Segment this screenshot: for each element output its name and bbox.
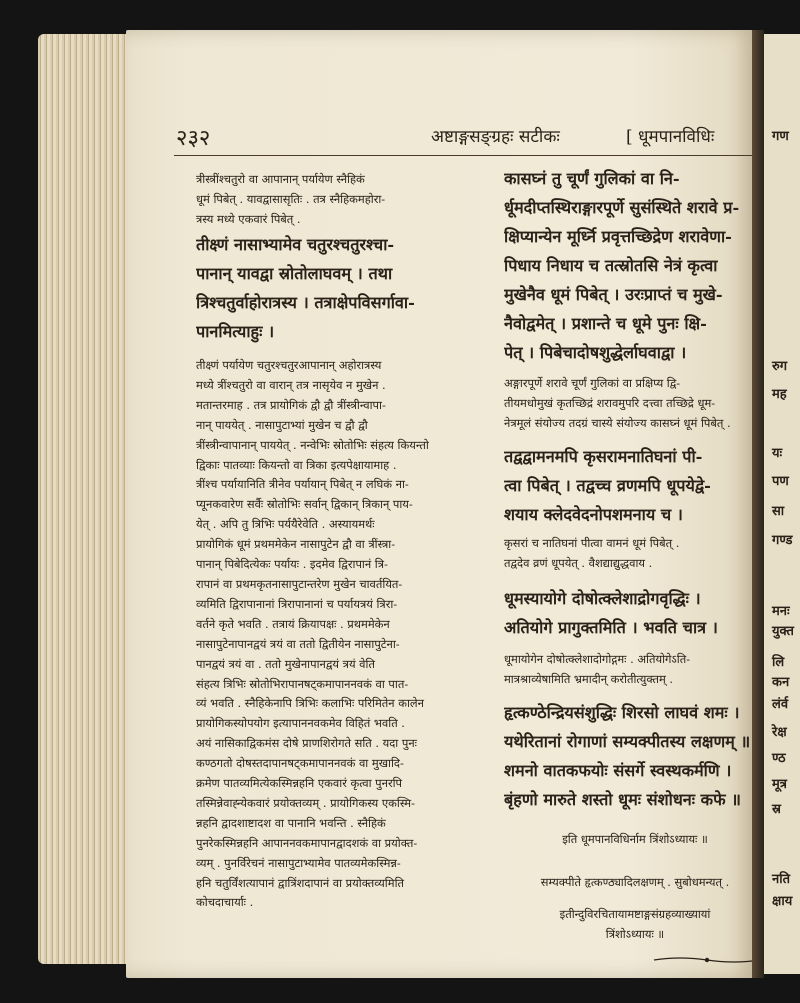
next-page-fragment: स्र (772, 802, 781, 817)
text-line: नैवोद्वमेत् । प्रशान्ते च धूमे पुनः क्षि- (504, 314, 707, 333)
text-line: इति धूमपानविधिर्नाम त्रिंशोऽध्यायः ॥ (562, 832, 708, 846)
text-line: तस्मिन्नेवाह्न्येकवारं प्रयोक्तव्यम् . प्रायोगिकस्य एकस्मि- (196, 795, 415, 810)
section-title: [ धूमपानविधिः (626, 127, 715, 147)
next-page-fragment: युक्त (772, 624, 794, 639)
text-line: मात्रश्राव्येषामिति भ्रमादीन् करोतीत्युक्तम् . (504, 671, 673, 686)
text-line: त्रिंशोऽध्यायः ॥ (605, 926, 665, 941)
commentary-block (504, 873, 766, 893)
text-line: अयं नासिकाद्विकमंस दोषे प्राणशिरोगते सति . यदा पुनः (196, 736, 417, 751)
text-line: कोचदाचार्याः . (196, 895, 254, 910)
next-page-fragment: मह (772, 387, 787, 402)
text-line: येत् . अपि तु त्रिभिः पर्ययैरेवेति . अस्यायमर्थः (196, 517, 375, 532)
text-line: व्यम् . पुनर्विरेचनं नासापुटाभ्यामेव पातव्यमेकस्मिन्न- (196, 855, 401, 870)
next-page-fragment: नति (772, 872, 790, 887)
next-page-margin (764, 34, 800, 974)
next-page-fragment: कन (772, 675, 790, 690)
next-page-fragment: गण्ड (772, 533, 793, 548)
book-gutter (752, 30, 764, 978)
text-line: प्रायोगिकं धूमं प्रथममेकेन नासापुटेन द्वौ वा त्रींस्त्रा- (196, 537, 396, 552)
text-line: कासघ्नं तु चूर्णं गुलिकां वा नि- (504, 169, 680, 188)
text-line: सम्यक्पीते हृत्कण्ठ्यादिलक्षणम् . सुबोधमन्यत् . (540, 875, 730, 889)
text-line: इतीन्दुविरचितायामष्टाङ्गसंग्रहव्याख्यायां (559, 907, 711, 921)
text-line: व्यमिति द्विरापानानां त्रिरापानानां च पर्यायत्रयं त्रिरा- (196, 596, 398, 611)
next-page-fragment: गण (772, 129, 789, 144)
text-line: प्रायोगिकस्योपयोग इत्यापाननवकमेव विहितं भवति . (196, 716, 405, 731)
text-line: हृत्कण्ठेन्द्रियसंशुद्धिः शिरसो लाघवं शमः । (504, 703, 740, 722)
text-line: मध्ये त्रींश्चतुरो वा वारान् तत्र नासृयेव न मुखेन . (196, 377, 386, 392)
next-page-fragment: सा (772, 504, 785, 519)
next-page-fragment: लि (772, 655, 785, 670)
next-page-fragment: यः (772, 446, 783, 461)
text-line: कृसरां च नातिघनां पीत्वा वामनं धूमं पिबेत् . (504, 536, 680, 550)
commentary-block (196, 170, 385, 230)
next-page-fragment: पण (772, 474, 789, 489)
text-line: त्रीस्त्रींश्चतुरो वा आपानान् पर्यायेण स्नैहिकं (196, 172, 365, 186)
text-line: त्रिश्चतुर्वाहोरात्रस्य । तत्राक्षेपविसर्गावा- (196, 293, 415, 312)
text-line: तीक्ष्णं नासाभ्यामेव चतुरश्चतुरश्चा- (196, 235, 395, 254)
commentary-colophon (504, 905, 766, 945)
text-line: त्रींश्च पर्यायानिति त्रीनेव पर्यायान् पिबेत् न लघिकं ना- (196, 477, 409, 492)
text-line: शमनो वातकफयोः संसर्गे स्वस्थकर्मणि । (504, 761, 732, 780)
text-line: रापानं वा प्रथमकृतनासापुटान्तरेण मुखेन चावर्तयित- (196, 576, 403, 591)
text-line: तद्वद्वामनमपि कृसरामनातिघनां पी- (504, 447, 703, 466)
running-title: अष्टाङ्गसङ्ग्रहः सटीकः (431, 127, 560, 147)
text-line: त्वा पिबेत् । तद्वच्च व्रणमपि धूपयेद्वे- (504, 476, 711, 495)
text-line: धूमं पिबेत् . यावद्वासासृतिः . तत्र स्नैहिकमहोरा- (196, 191, 386, 206)
text-line: पानान् पिबेदित्येकः पर्यायः . इदमेव द्विरापानं त्रि- (196, 557, 388, 572)
text-line: कण्ठगतो दोषस्तदापानषट्कमापाननवकं वा मुखादि- (196, 756, 404, 771)
chapter-colophon (504, 830, 766, 850)
left-page (126, 30, 754, 978)
text-line: अतियोगे प्रागुक्तमिति । भवति चात्र । (504, 618, 718, 637)
text-line: द्विकाः पातव्याः कियन्तो वा त्रिका इत्यपेक्षायामाह . (196, 457, 397, 472)
header-rule (174, 155, 764, 156)
text-line: बृंहणो मारुते शस्तो धूमः संशोधनः कफे ॥ (504, 790, 741, 809)
text-line: पुनरेकस्मिन्नहनि आपाननवकमापानद्वादशकं वा प्रयोक्त- (196, 835, 418, 850)
text-line: तीयमधोमुखं कृतच्छिद्रं शरावमुपरि दत्त्वा तच्छिद्रे धूम- (504, 395, 716, 410)
commentary-block (196, 356, 429, 913)
text-line: पानान् यावद्वा स्रोतोलाघवम् । तथा (196, 264, 393, 283)
verse-block (504, 584, 718, 642)
page-header (176, 120, 761, 156)
text-line: यथेरितानां रोगाणां सम्यक्पीतस्य लक्षणम् ॥ (504, 732, 751, 751)
text-line: धूमस्यायोगे दोषोत्क्लेशाद्रोगवृद्धिः । (504, 589, 701, 608)
text-line: अङ्गारपूर्णे शरावे चूर्णं गुलिकां वा प्रक्षिप्य द्वि- (504, 376, 681, 390)
text-line: तद्वदेव व्रणं धूपयेत् . वैशद्याद्युद्धवाय . (504, 555, 653, 570)
text-line: मुखेनैव धूमं पिबेत् । उरःप्राप्तं च मुखे- (504, 285, 723, 304)
next-page-fragment: मनः (772, 604, 790, 619)
text-line: मतान्तरमाह . तत्र प्रायोगिकं द्वौ द्वौ त्रींस्त्रीन्वापा- (196, 397, 386, 412)
text-line: त्रस्य मध्ये एकवारं पिबेत् . (196, 211, 301, 226)
next-page-fragment: क्षाय (772, 894, 793, 909)
next-page-fragment: रेक्ष (772, 725, 787, 740)
text-line: नेत्रमूलं संयोज्य तदग्रं चास्ये संयोज्य कासघ्नं धूमं पिबेत् . (504, 415, 731, 430)
text-line: न्नहनि द्वादशाष्टादश वा पानानि भवन्ति . स्नैहिकं (196, 815, 386, 830)
text-line: नान् पाययेत् . नासापुटाभ्यां मुखेन च द्वौ द्वौ (196, 417, 368, 432)
commentary-block (504, 534, 679, 574)
text-line: संहत्य त्रिभिः स्रोतोभिरापानषट्कमापाननवकं वा पात- (196, 676, 409, 691)
text-line: हनि चतुर्विंशत्यापानं द्वात्रिंशदापानं वा प्रयोक्तव्यमिति (196, 875, 405, 890)
text-line: पिधाय निधाय च तत्स्रोतसि नेत्रं कृत्वा (504, 256, 718, 275)
text-line: र्धूमदीप्तस्थिराङ्गारपूर्णे सुसंस्थिते शरावे प्र- (504, 198, 740, 217)
verse-block (504, 442, 711, 529)
page-stack-edge (38, 34, 133, 964)
text-line: प्यूनकवारेण सर्वैः स्रोतोभिः सर्वान् द्विकान् त्रिकान् पाय- (196, 497, 413, 512)
text-line: नासापुटेनापानद्वयं त्रयं वा ततो द्वितीयेन नासापुटेना- (196, 636, 400, 651)
text-line: पानमित्याहुः । (196, 322, 275, 341)
next-page-fragment: ण्ठ (772, 751, 786, 766)
verse-block (504, 698, 750, 814)
text-line: वर्तने कृते भवति . तत्रायं क्रियापक्षः . प्रथममेकेन (196, 616, 390, 631)
ornament-divider (652, 955, 762, 965)
text-line: तीक्ष्णं पर्यायेण चतुरश्चतुरआपानान् अहोरात्रस्य (196, 358, 382, 372)
next-page-fragment: लंर्व (772, 697, 789, 712)
text-line: धूमायोगेन दोषोत्क्लेशादोगोद्गमः . अतियोगेऽति- (504, 652, 691, 666)
commentary-block (504, 650, 690, 690)
verse-block (196, 230, 415, 346)
page-number: २३२ (176, 126, 211, 151)
commentary-block (504, 374, 731, 434)
next-page-fragment: रुग (772, 359, 788, 374)
text-line: पेत् । पिबेचादोषशुद्धेर्लाघवाद्वा । (504, 343, 687, 362)
text-line: पानद्वयं त्रयं वा . ततो मुखेनापानद्वयं त्रयं वेति (196, 656, 375, 671)
verse-block (504, 164, 739, 367)
next-page-fragment: मूत्र (772, 777, 787, 792)
text-line: शयाय क्लेदवेदनोपशमनाय च । (504, 505, 683, 524)
text-line: क्षिप्यान्येन मूर्ध्नि प्रवृत्तच्छिद्रेण शरावेणा- (504, 227, 732, 246)
text-line: व्यं भवति . स्नैहिकेनापि त्रिभिः कलाभिः परिमितेन कालेन (196, 696, 424, 711)
text-line: त्रींस्त्रीन्वापानान् पाययेत् . नन्वेभिः स्रोतोभिः संहत्य कियन्तो (196, 437, 429, 452)
text-line: क्रमेण पातव्यमित्येकस्मिन्नहनि एकवारं कृत्वा पुनरपि (196, 776, 403, 791)
